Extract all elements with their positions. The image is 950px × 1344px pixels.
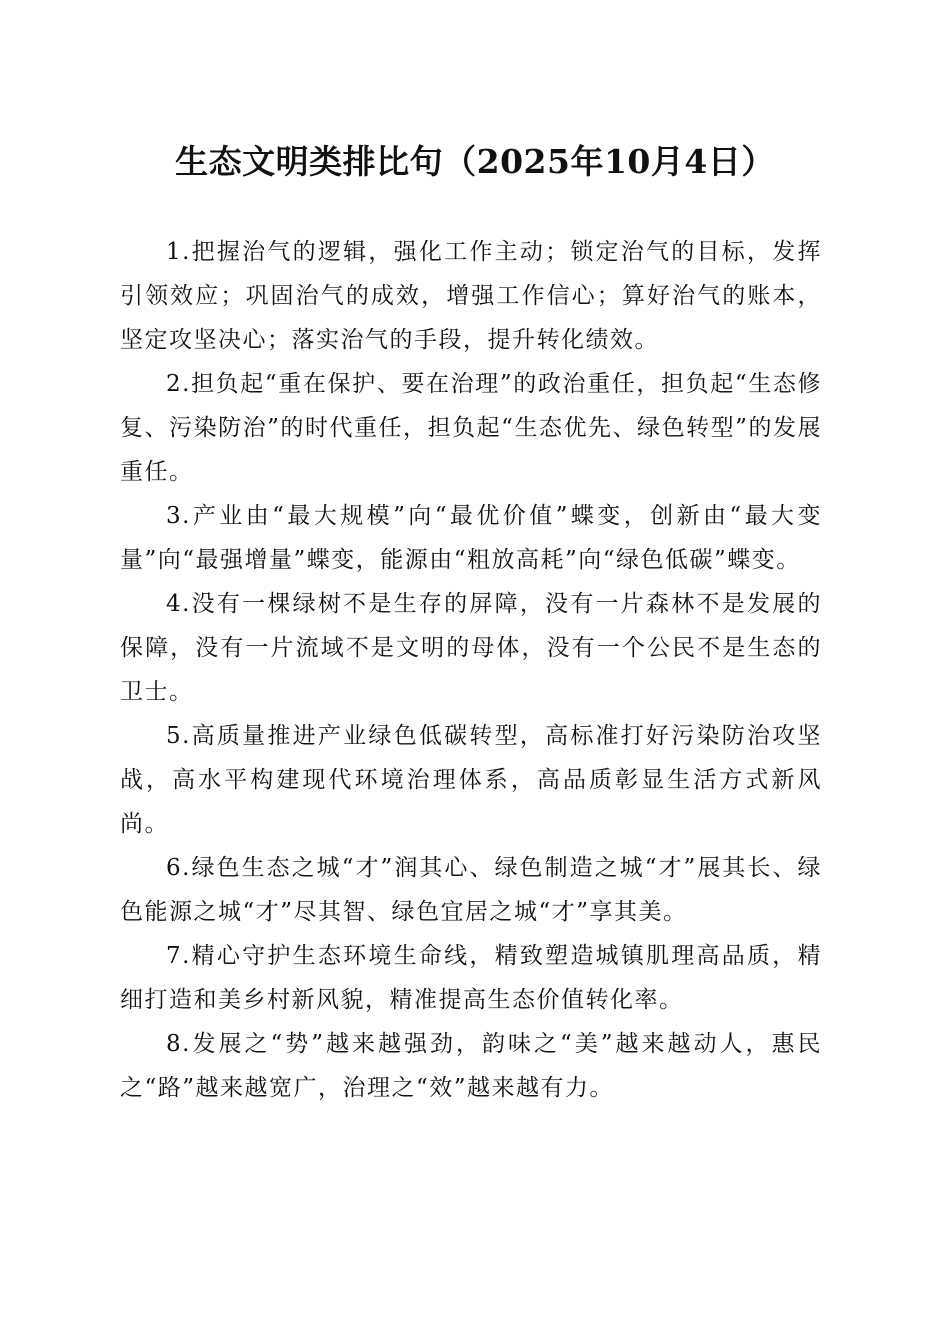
paragraph-4: 4.没有一棵绿树不是生存的屏障，没有一片森林不是发展的保障，没有一片流域不是文明的母体，没有一个公民不是生态的卫士。 [120,591,822,705]
document-title: 生态文明类排比句（2025年10月4日） [175,142,775,181]
paragraph-5: 5.高质量推进产业绿色低碳转型，高标准打好污染防治攻坚战，高水平构建现代环境治理体系，高品质彰显生活方式新风尚。 [120,723,822,837]
paragraph-1: 1.把握治气的逻辑，强化工作主动；锁定治气的目标，发挥引领效应；巩固治气的成效，增强工作信心；算好治气的账本，坚定攻坚决心；落实治气的手段，提升转化绩效。 [120,239,822,353]
paragraph-8: 8.发展之“势”越来越强劲，韵味之“美”越来越动人，惠民之“路”越来越宽广，治理之“效”越来越有力。 [120,1031,822,1101]
paragraph-3: 3.产业由“最大规模”向“最优价值”蝶变，创新由“最大变量”向“最强增量”蝶变，能源由“粗放高耗”向“绿色低碳”蝶变。 [120,503,822,573]
paragraph-2: 2.担负起“重在保护、要在治理”的政治重任，担负起“生态修复、污染防治”的时代重任，担负起“生态优先、绿色转型”的发展重任。 [120,371,822,485]
paragraph-6: 6.绿色生态之城“才”润其心、绿色制造之城“才”展其长、绿色能源之城“才”尽其智、绿色宜居之城“才”享其美。 [120,855,822,925]
document-body [120,230,822,1110]
paragraph-7: 7.精心守护生态环境生命线，精致塑造城镇肌理高品质，精细打造和美乡村新风貌，精准提高生态价值转化率。 [120,943,822,1013]
